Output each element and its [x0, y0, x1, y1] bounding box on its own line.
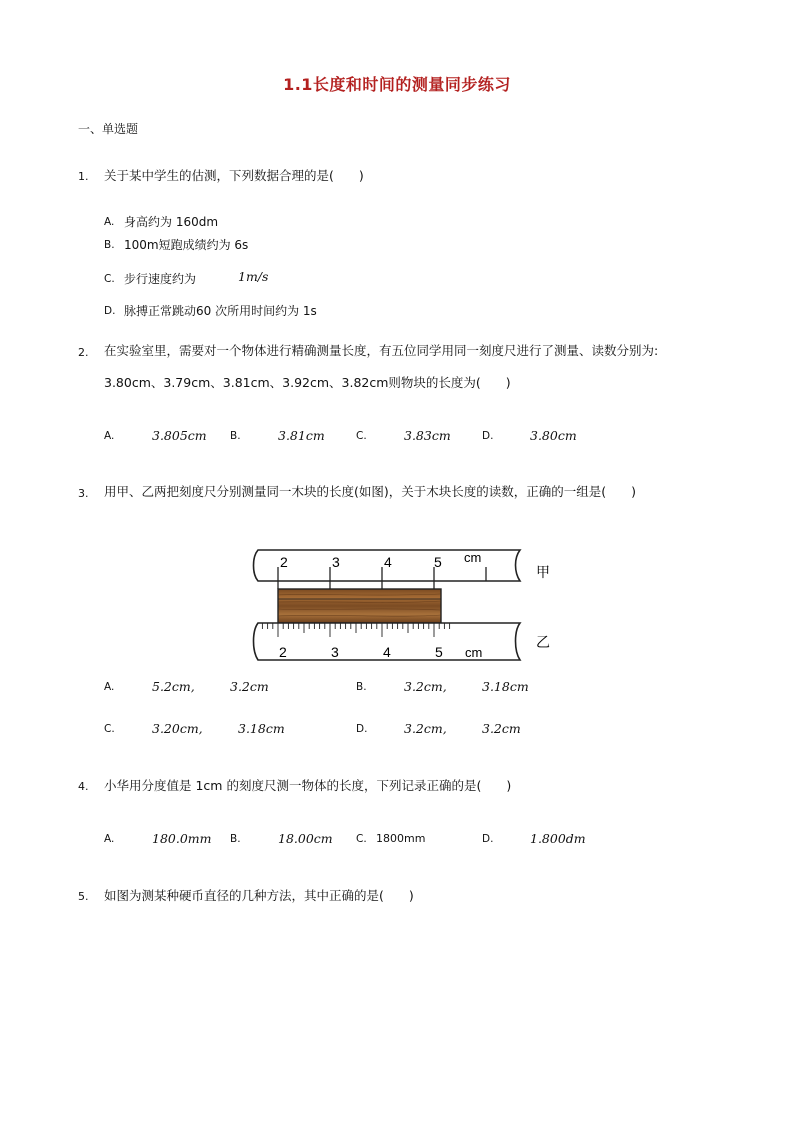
option-value: 3.81cm [278, 428, 325, 443]
option-value: 3.18cm [238, 721, 285, 736]
question-text: 用甲、乙两把刻度尺分别测量同一木块的长度(如图)，关于木块长度的读数，正确的一组是( ) [104, 484, 637, 499]
option-value: 3.2cm, [404, 679, 447, 694]
option-text: 100m短跑成绩约为 6s [124, 238, 249, 252]
top-ruler-name: 甲 [536, 564, 550, 580]
bottom-ruler-unit: cm [465, 645, 483, 660]
bottom-ruler-label: 4 [383, 644, 391, 660]
option-text: 身高约为 160dm [124, 215, 219, 229]
top-ruler-label: 2 [280, 554, 288, 570]
option-value: 18.00cm [278, 831, 333, 846]
question-text: 如图为测某种硬币直径的几种方法，其中正确的是( ) [104, 888, 414, 903]
page-title: 1.1长度和时间的测量同步练习 [283, 75, 511, 94]
option-label: D. [104, 305, 116, 317]
option-label: A. [104, 216, 115, 228]
bottom-ruler-label: 2 [279, 644, 287, 660]
option-value: 3.20cm, [152, 721, 203, 736]
option-text: 步行速度约为 [124, 272, 197, 286]
option-label: B. [230, 833, 241, 845]
option-value: 1.800dm [530, 831, 586, 846]
wood-block [278, 589, 441, 623]
option-value: 5.2cm, [152, 679, 195, 694]
option-value: 3.83cm [404, 428, 451, 443]
option-text: 脉搏正常跳动60 次所用时间约为 1s [124, 304, 317, 318]
option-label: D. [482, 833, 494, 845]
option-label: B. [230, 430, 241, 442]
option-label: C. [356, 833, 367, 845]
option-label: C. [104, 273, 115, 285]
option-value: 1m/s [238, 269, 269, 284]
option-label: A. [104, 833, 115, 845]
option-label: C. [104, 723, 115, 735]
option-value: 180.0mm [152, 831, 212, 846]
option-value: 3.2cm, [404, 721, 447, 736]
question-number: 3. [78, 487, 89, 500]
option-value: 3.80cm [530, 428, 577, 443]
option-label: D. [356, 723, 368, 735]
question-number: 1. [78, 170, 89, 183]
option-label: A. [104, 681, 115, 693]
question-text-line2: 3.80cm、3.79cm、3.81cm、3.92cm、3.82cm则物块的长度为( ) [104, 375, 511, 390]
top-ruler-label: 5 [434, 554, 442, 570]
section-heading: 一、单选题 [78, 122, 139, 136]
option-label: B. [104, 239, 115, 251]
question-text: 关于某中学生的估测，下列数据合理的是( ) [104, 168, 364, 183]
option-label: D. [482, 430, 494, 442]
option-label: C. [356, 430, 367, 442]
option-label: B. [356, 681, 367, 693]
option-value: 3.2cm [482, 721, 521, 736]
bottom-ruler-label: 5 [435, 644, 443, 660]
top-ruler-unit: cm [464, 550, 482, 565]
option-value: 3.805cm [152, 428, 207, 443]
question-number: 4. [78, 780, 89, 793]
option-value: 3.2cm [230, 679, 269, 694]
top-ruler-label: 3 [332, 554, 340, 570]
option-value: 1800mm [376, 832, 426, 845]
option-value: 3.18cm [482, 679, 529, 694]
option-label: A. [104, 430, 115, 442]
bottom-ruler-label: 3 [331, 644, 339, 660]
question-text: 小华用分度值是 1cm 的刻度尺测一物体的长度，下列记录正确的是( ) [104, 778, 512, 793]
bottom-ruler-name: 乙 [536, 634, 550, 650]
question-text: 在实验室里，需要对一个物体进行精确测量长度，有五位同学用同一刻度尺进行了测量、读数分别为: [104, 343, 659, 358]
top-ruler-label: 4 [384, 554, 392, 570]
question-number: 2. [78, 346, 89, 359]
ruler-figure [240, 543, 570, 668]
question-number: 5. [78, 890, 89, 903]
